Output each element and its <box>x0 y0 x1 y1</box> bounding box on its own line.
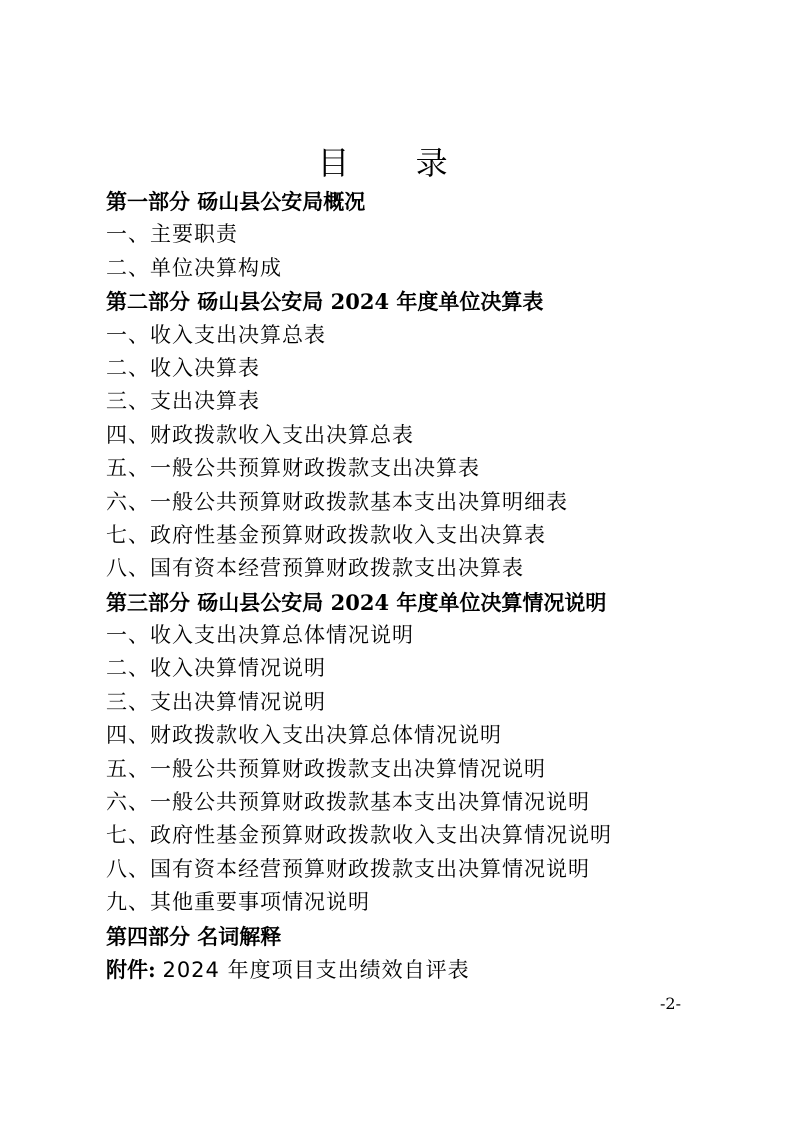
toc-item: 一、收入支出决算总表 <box>106 322 326 347</box>
toc-part-4: 第四部分 名词解释 <box>106 923 282 949</box>
toc-item: 一、收入支出决算总体情况说明 <box>106 623 414 648</box>
page-title: 目 录 <box>317 144 476 182</box>
toc-item: 三、支出决算表 <box>106 389 260 414</box>
toc-item: 四、财政拨款收入支出决算总表 <box>106 422 414 447</box>
toc-item: 五、一般公共预算财政拨款支出决算表 <box>106 456 480 481</box>
toc-item: 五、一般公共预算财政拨款支出决算情况说明 <box>106 756 546 781</box>
toc-item: 六、一般公共预算财政拨款基本支出决算情况说明 <box>106 790 590 815</box>
toc-item: 六、一般公共预算财政拨款基本支出决算明细表 <box>106 489 568 514</box>
toc-item: 九、其他重要事项情况说明 <box>106 890 370 915</box>
toc-item: 七、政府性基金预算财政拨款收入支出决算情况说明 <box>106 823 612 848</box>
appendix-text: 2024 年度项目支出绩效自评表 <box>162 957 470 982</box>
toc-item: 二、单位决算构成 <box>106 255 282 280</box>
table-of-contents <box>106 185 706 986</box>
toc-item: 三、支出决算情况说明 <box>106 689 326 714</box>
toc-part-1: 第一部分 砀山县公安局概况 <box>106 189 366 214</box>
page-number: -2- <box>660 994 681 1013</box>
toc-item: 七、政府性基金预算财政拨款收入支出决算表 <box>106 522 546 547</box>
toc-item: 二、收入决算情况说明 <box>106 656 326 681</box>
toc-item: 一、主要职责 <box>106 222 238 247</box>
toc-item: 八、国有资本经营预算财政拨款支出决算表 <box>106 556 524 581</box>
toc-item: 二、收入决算表 <box>106 355 260 380</box>
toc-item: 四、财政拨款收入支出决算总体情况说明 <box>106 723 502 748</box>
toc-item: 八、国有资本经营预算财政拨款支出决算情况说明 <box>106 856 590 881</box>
toc-part-2: 第二部分 砀山县公安局 2024 年度单位决算表 <box>106 289 544 315</box>
toc-part-3: 第三部分 砀山县公安局 2024 年度单位决算情况说明 <box>106 589 607 615</box>
appendix-line <box>106 953 706 986</box>
appendix-label: 附件: <box>106 956 156 982</box>
